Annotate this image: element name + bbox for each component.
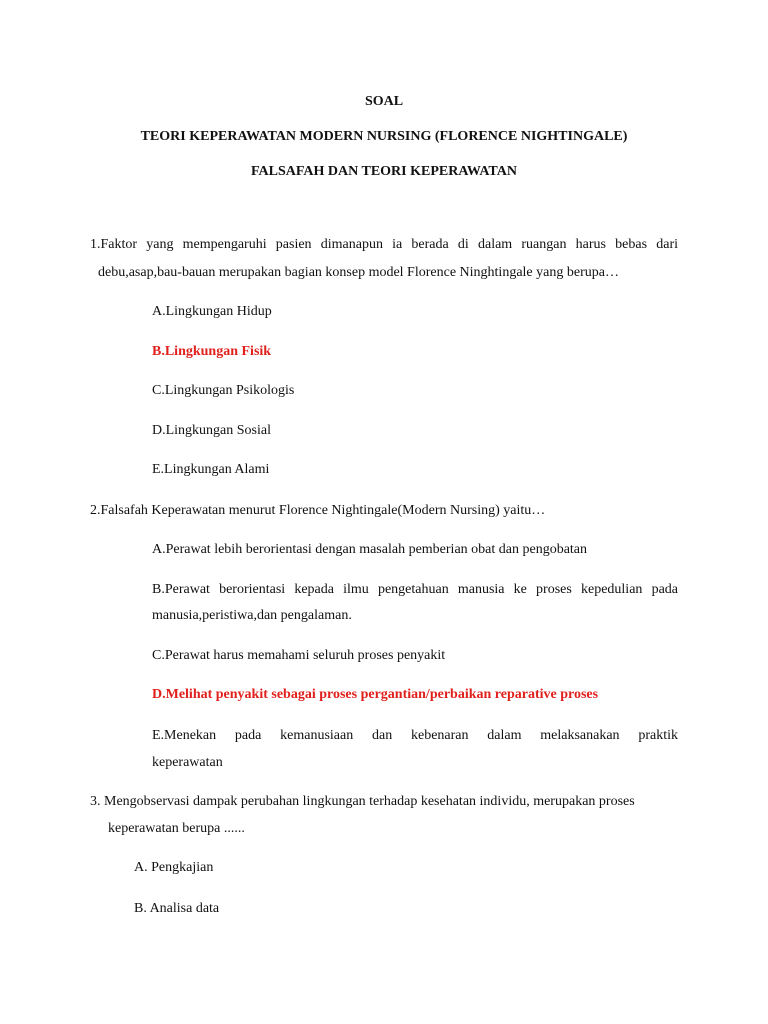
question-1-text-line1: 1.Faktor yang mempengaruhi pasien dimanapun ia berada di dalam ruangan harus bebas dari [90,237,678,252]
question-3-text-line1: 3. Mengobservasi dampak perubahan lingkungan terhadap kesehatan individu, merupakan proses [90,794,635,809]
q1-option-d: D.Lingkungan Sosial [152,423,271,438]
q2-option-b-line1: B.Perawat berorientasi kepada ilmu pengetahuan manusia ke proses kepedulian pada [152,582,678,597]
q1-option-e: E.Lingkungan Alami [152,462,270,477]
doc-title-soal: SOAL [364,94,404,109]
q2-option-e-line2: keperawatan [152,755,223,770]
q2-option-e-line1: E.Menekan pada kemanusiaan dan kebenaran dalam melaksanakan praktik [152,728,678,743]
q2-option-c: C.Perawat harus memahami seluruh proses penyakit [152,648,446,663]
doc-title-falsafah: FALSAFAH DAN TEORI KEPERAWATAN [251,164,517,179]
q2-option-a: A.Perawat lebih berorientasi dengan masalah pemberian obat dan pengobatan [152,542,588,557]
q1-option-a: A.Lingkungan Hidup [152,304,272,319]
q3-option-a: A. Pengkajian [134,860,214,875]
q2-option-b-line2: manusia,peristiwa,dan pengalaman. [152,608,352,623]
q1-option-c: C.Lingkungan Psikologis [152,383,295,398]
question-2-text: 2.Falsafah Keperawatan menurut Florence Nightingale(Modern Nursing) yaitu… [90,503,546,518]
doc-title-teori: TEORI KEPERAWATAN MODERN NURSING (FLORENCE NIGHTINGALE) [140,129,628,144]
q1-option-b-correct: B.Lingkungan Fisik [152,344,272,359]
q2-option-d-correct: D.Melihat penyakit sebagai proses pergantian/perbaikan reparative proses [152,687,599,702]
q3-option-b: B. Analisa data [134,901,220,916]
question-3-text-line2: keperawatan berupa ...... [108,821,245,836]
question-1-text-line2: debu,asap,bau-bauan merupakan bagian konsep model Florence Ninghtingale yang berupa… [98,265,619,280]
